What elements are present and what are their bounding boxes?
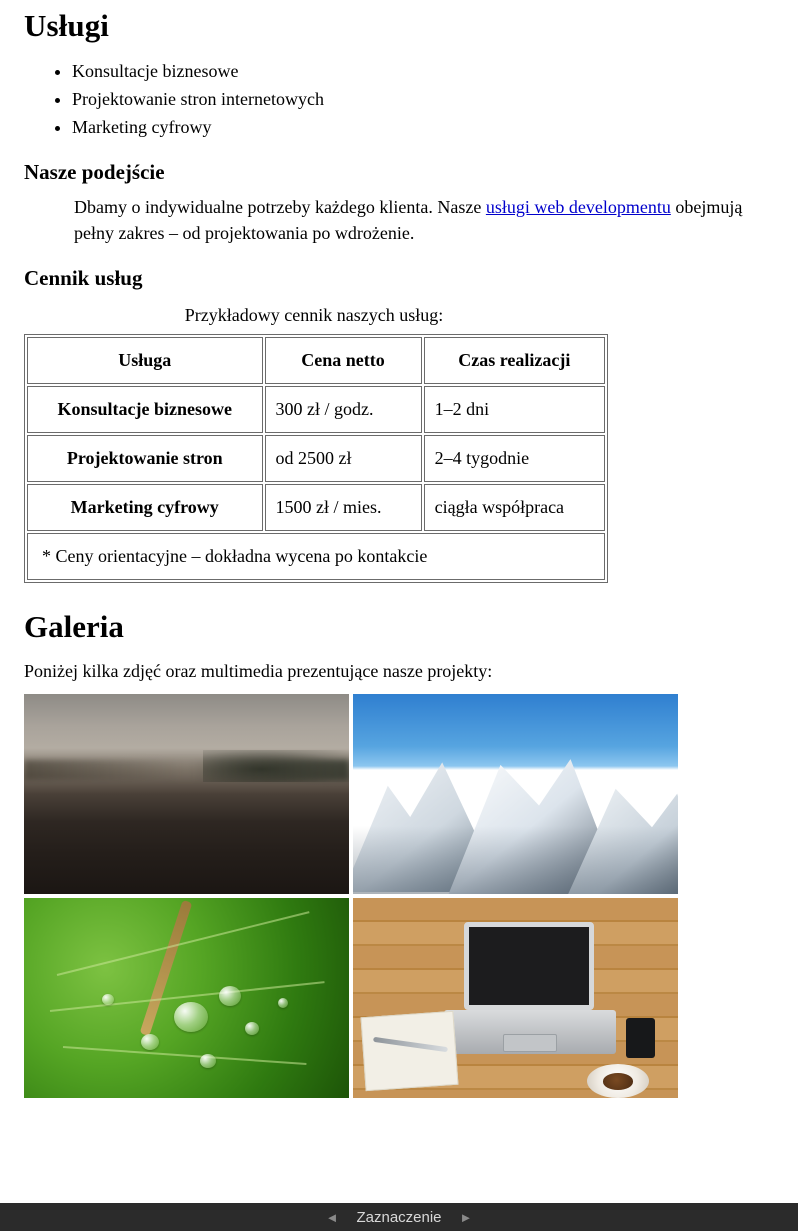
cell-price: 300 zł / godz.: [265, 386, 422, 433]
arrow-right-icon[interactable]: ►: [459, 1209, 473, 1225]
approach-heading: Nasze podejście: [24, 159, 165, 184]
mountain-shadow-overlay: [353, 826, 678, 894]
water-droplet-shape: [141, 1034, 159, 1050]
laptop-trackpad-shape: [503, 1034, 557, 1052]
pricing-table-body: [27, 386, 605, 531]
table-footnote-row: [27, 533, 605, 580]
table-header-row: [27, 337, 605, 384]
cell-price: od 2500 zł: [265, 435, 422, 482]
gallery-image-green-leaf: [24, 898, 349, 1098]
pricing-caption: Przykładowy cennik naszych usług:: [184, 305, 444, 326]
arrow-left-icon[interactable]: ◄: [325, 1209, 339, 1225]
column-header-time: Czas realizacji: [424, 337, 605, 384]
gallery-heading: Galeria: [24, 609, 124, 645]
taskbar-label: Zaznaczenie: [356, 1208, 442, 1226]
water-droplet-shape: [245, 1022, 259, 1035]
list-item: • Projektowanie stron internetowych: [72, 86, 774, 112]
cell-price: 1500 zł / mies.: [265, 484, 422, 531]
pricing-table: [24, 334, 608, 583]
page-title: Usługi: [24, 8, 110, 43]
pricing-heading: Cennik usług: [24, 266, 143, 291]
water-droplet-shape: [200, 1054, 216, 1068]
cell-time: 2–4 tygodnie: [424, 435, 605, 482]
approach-text-before: Dbamy o indywidualne potrzeby każdego klienta. Nasze: [74, 197, 486, 218]
column-header-price: Cena netto: [265, 337, 422, 384]
coffee-cup-shape: [587, 1064, 649, 1098]
column-header-service: Usługa: [27, 337, 263, 384]
leaf-vein-shape: [63, 1046, 306, 1065]
taskbar[interactable]: [0, 1203, 798, 1231]
table-row: [27, 435, 605, 482]
approach-paragraph: [24, 195, 774, 246]
table-row: [27, 484, 605, 531]
cell-time: 1–2 dni: [424, 386, 605, 433]
water-droplet-shape: [219, 986, 241, 1006]
services-list: [24, 58, 774, 140]
gallery-image-snowy-mountains: [353, 694, 678, 894]
laptop-screen-shape: [464, 922, 594, 1010]
pricing-footnote: * Ceny orientacyjne – dokładna wycena po kontakcie: [27, 533, 605, 580]
web-development-link[interactable]: usługi web developmentu: [485, 197, 671, 218]
cell-time: ciągła współpraca: [424, 484, 605, 531]
cell-service: Marketing cyfrowy: [27, 484, 263, 531]
phone-shape: [626, 1018, 655, 1058]
list-item: • Konsultacje biznesowe: [72, 58, 774, 84]
table-row: [27, 386, 605, 433]
gallery-image-misty-field: [24, 694, 349, 894]
water-droplet-shape: [278, 998, 288, 1008]
gallery-grid: [24, 694, 680, 1098]
approach-text-after: obejmują pełny zakres – od projektowania po wdrożenie.: [74, 197, 743, 243]
gallery-image-laptop-desk: [353, 898, 678, 1098]
cell-service: Projektowanie stron: [27, 435, 263, 482]
pricing-table-head: [27, 337, 605, 384]
list-item: • Marketing cyfrowy: [72, 114, 774, 140]
pricing-table-foot: [27, 533, 605, 580]
cell-service: Konsultacje biznesowe: [27, 386, 263, 433]
water-droplet-shape: [174, 1002, 208, 1032]
gallery-intro: Poniżej kilka zdjęć oraz multimedia prezentujące nasze projekty:: [24, 661, 493, 682]
